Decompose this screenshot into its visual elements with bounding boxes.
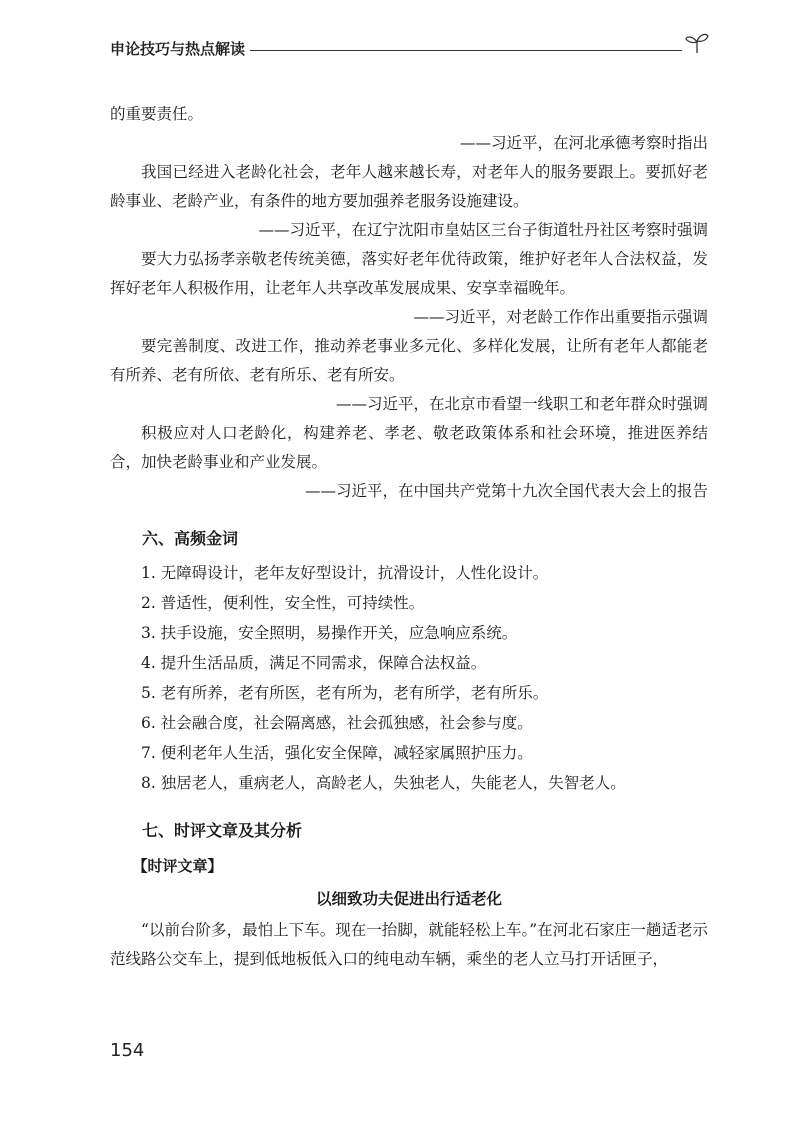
list-item: 4. 提升生活品质，满足不同需求，保障合法权益。: [141, 654, 487, 672]
quote-text: 积极应对人口老龄化，构建养老、孝老、敬老政策体系和社会环境，推进医养结合，加快老龄事业和产业发展。: [110, 424, 708, 471]
list-item: 5. 老有所养，老有所医，老有所为，老有所学，老有所乐。: [141, 684, 549, 702]
list-item: 7. 便利老年人生活，强化安全保障，减轻家属照护压力。: [141, 744, 533, 762]
article-title: 以细致功夫促进出行适老化: [315, 890, 502, 908]
header-title: 申论技巧与热点解读: [110, 38, 251, 59]
section-heading: 七、时评文章及其分析: [142, 821, 303, 840]
running-header: [110, 38, 710, 60]
term-list: [110, 558, 708, 798]
sprout-icon: [684, 32, 710, 54]
list-item: 2. 普适性，便利性，安全性，可持续性。: [141, 594, 425, 612]
quote-text: 要大力弘扬孝亲敬老传统美德，落实好老年优待政策，维护好老年人合法权益，发挥好老年人积极作用，让老年人共享改革发展成果、安享幸福晚年。: [110, 250, 708, 297]
quote-text: 我国已经进入老龄化社会，老年人越来越长寿，对老年人的服务要跟上。要抓好老龄事业、老龄产业，有条件的地方要加强养老服务设施建设。: [110, 163, 708, 210]
quote-source: ——习近平，在北京市看望一线职工和老年群众时强调: [335, 395, 708, 413]
page-content: [110, 100, 708, 974]
list-item: 8. 独居老人，重病老人，高龄老人，失独老人，失能老人，失智老人。: [141, 774, 626, 792]
subsection-label: 【时评文章】: [132, 857, 223, 875]
list-item: 6. 社会融合度，社会隔离感，社会孤独感，社会参与度。: [141, 714, 533, 732]
continued-line: 的重要责任。: [110, 105, 204, 123]
quote-source: ——习近平，在辽宁沈阳市皇姑区三台子街道牡丹社区考察时强调: [258, 221, 708, 239]
list-item: 3. 扶手设施，安全照明，易操作开关，应急响应系统。: [141, 624, 518, 642]
article-paragraph: “以前台阶多，最怕上下车。现在一抬脚，就能轻松上车。”在河北石家庄一趟适老示范线路公交车上，提到低地板低入口的纯电动车辆，乘坐的老人立马打开话匣子，: [110, 921, 708, 968]
quote-source: ——习近平，在河北承德考察时指出: [459, 134, 708, 152]
header-rule: [250, 50, 682, 51]
page-number: 154: [110, 1040, 145, 1061]
quote-source: ——习近平，在中国共产党第十九次全国代表大会上的报告: [304, 482, 708, 500]
quote-source: ——习近平，对老龄工作作出重要指示强调: [413, 308, 708, 326]
list-item: 1. 无障碍设计，老年友好型设计，抗滑设计，人性化设计。: [141, 564, 549, 582]
section-heading: 六、高频金词: [142, 529, 239, 548]
quote-text: 要完善制度、改进工作，推动养老事业多元化、多样化发展，让所有老年人都能老有所养、老有所依、老有所乐、老有所安。: [110, 337, 708, 384]
